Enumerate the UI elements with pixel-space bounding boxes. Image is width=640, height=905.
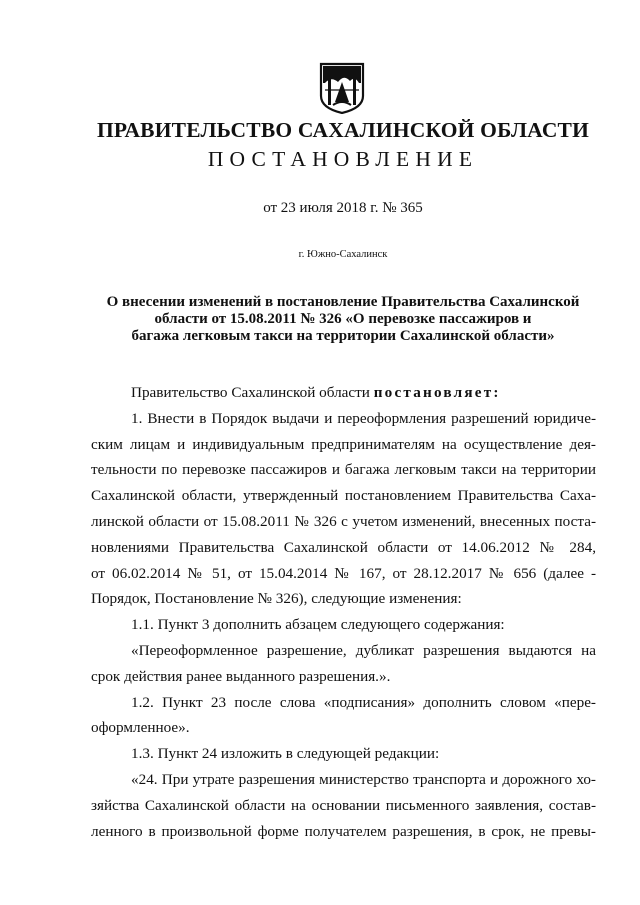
body-line: новлениями Правительства Сахалинской области от 14.06.2012 № 284, — [91, 538, 596, 556]
body-line: 1.3. Пункт 24 изложить в следующей редакции: — [131, 745, 440, 763]
subject-line: багажа легковым такси на территории Сахалинской области» — [131, 328, 555, 344]
city-line: г. Южно-Сахалинск — [298, 249, 388, 260]
body-line: линской области от 15.08.2011 № 326 с учетом изменений, внесенных поста- — [91, 512, 596, 530]
body-line: 1.1. Пункт 3 дополнить абзацем следующего содержания: — [131, 616, 505, 634]
subject-heading — [80, 294, 606, 345]
body-line: оформленное». — [91, 719, 190, 737]
body-line: ленного в произвольной форме получателем разрешения, в срок, не превы- — [91, 822, 596, 840]
body-line: Сахалинской области, утвержденный постановлением Правительства Саха- — [91, 487, 596, 505]
body-line: от 06.02.2014 № 51, от 15.04.2014 № 167, от 28.12.2017 № 656 (далее - — [91, 564, 596, 582]
body-line: Порядок, Постановление № 326), следующие изменения: — [91, 590, 462, 608]
body-line: «Переоформленное разрешение, дубликат разрешения выдаются на — [131, 641, 596, 659]
body-line: срок действия ранее выданного разрешения.». — [91, 667, 391, 685]
subject-line: области от 15.08.2011 № 326 «О перевозке пассажиров и — [154, 311, 532, 327]
body-line: ским лицам и индивидуальным предпринимателям на осуществление дея- — [91, 435, 596, 453]
document-type: ПОСТАНОВЛЕНИЕ — [207, 147, 479, 171]
body-line: «24. При утрате разрешения министерство транспорта и дорожного хо- — [131, 770, 596, 788]
government-title: ПРАВИТЕЛЬСТВО САХАЛИНСКОЙ ОБЛАСТИ — [96, 118, 590, 142]
body-line: 1. Внести в Порядок выдачи и переоформления разрешений юридиче- — [131, 409, 596, 427]
preamble-text: Правительство Сахалинской области — [131, 384, 374, 401]
decree-word: постановляет: — [373, 384, 501, 401]
body-line: 1.2. Пункт 23 после слова «подписания» дополнить словом «пере- — [131, 693, 596, 711]
date-and-number: от 23 июля 2018 г. № 365 — [263, 200, 423, 216]
preamble-line — [91, 380, 596, 406]
document-body — [91, 380, 596, 844]
coat-of-arms-emblem — [319, 62, 365, 114]
subject-line: О внесении изменений в постановление Правительства Сахалинской — [106, 294, 580, 310]
body-line: зяйства Сахалинской области на основании письменного заявления, состав- — [91, 796, 596, 814]
body-line: тельности по перевозке пассажиров и багажа легковым такси на территории — [91, 461, 596, 479]
